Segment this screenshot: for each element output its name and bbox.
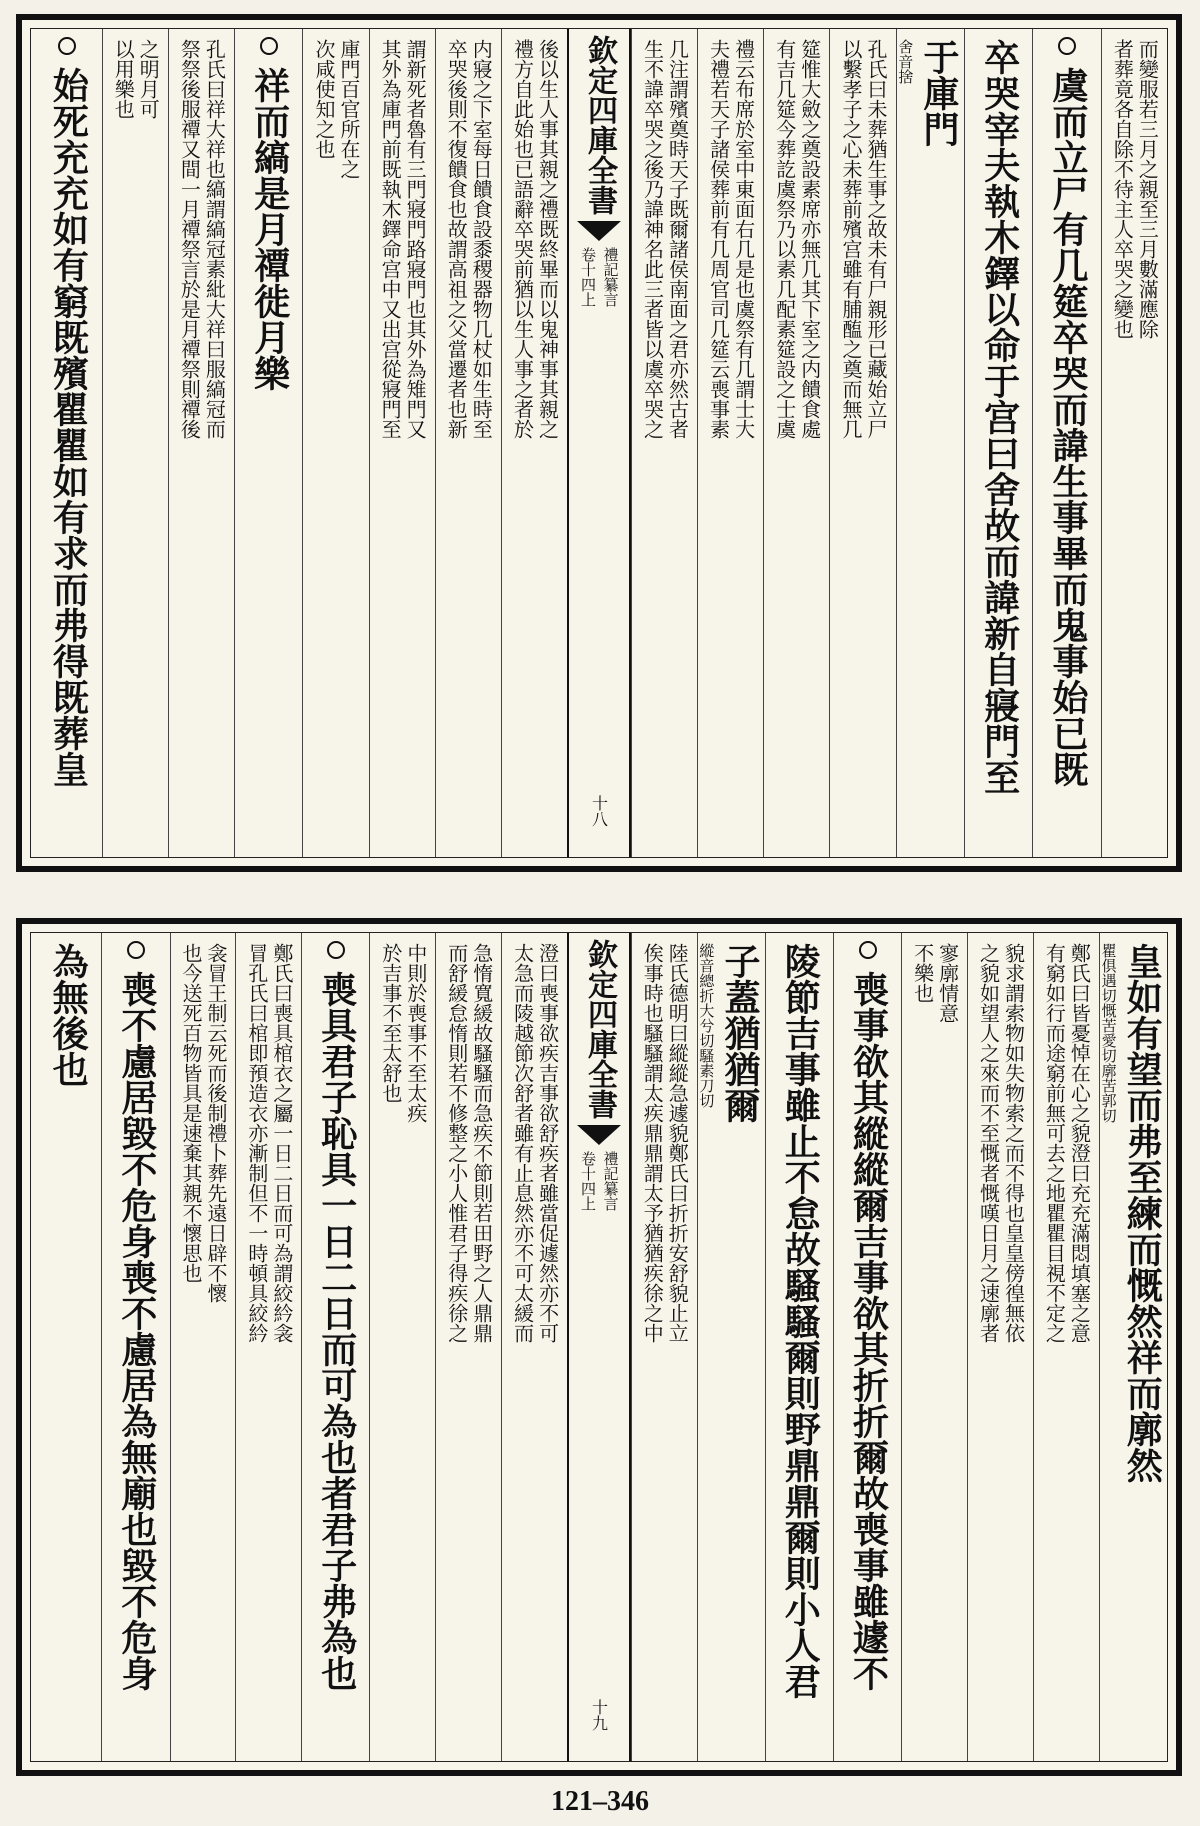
commentary-line: 卒哭後則不復饋食也故謂高祖之父當遷者也新 xyxy=(444,39,469,439)
commentary-line: 太急而陵越節次舒者雖有止息然亦不可太緩而 xyxy=(510,943,535,1343)
upper-page-frame xyxy=(16,14,1182,872)
commentary-line: 貌求謂索物如失物索之而不得也皇皇傍徨無依 xyxy=(1001,943,1026,1343)
commentary-line: 筵惟大斂之奠設素席亦無几其下室之内饋食處 xyxy=(797,39,822,439)
commentary-line: 孔氏曰祥大祥也縞謂縞冠素紕大祥曰服縞冠而 xyxy=(202,39,227,439)
commentary-column xyxy=(501,933,567,1761)
commentary-line: 几注謂殯奠時天子既爾諸侯南面之君亦然古者 xyxy=(665,39,690,439)
commentary-line: 以繫孝子之心未葬前殯宫雖有脯醢之奠而無几 xyxy=(838,39,863,439)
upper-page-columns xyxy=(30,28,1168,858)
circle-mark-icon xyxy=(58,37,76,55)
main-text-column xyxy=(765,933,833,1761)
book-title: 欽定四庫全書 xyxy=(581,35,617,215)
commentary-column xyxy=(901,933,967,1761)
commentary-line: 禮云布席於室中東面右几是也虞祭有几謂士大 xyxy=(731,39,756,439)
circle-mark-icon xyxy=(1058,37,1076,55)
commentary-line: 庫門百官所在之 xyxy=(336,39,361,179)
commentary-line: 有窮如行而途窮前無可去之地瞿瞿目視不定之 xyxy=(1042,943,1067,1343)
main-text: 為無後也 xyxy=(47,943,90,1087)
circle-mark-icon xyxy=(127,941,145,959)
main-text-column xyxy=(697,933,765,1761)
circle-mark-icon xyxy=(327,941,345,959)
commentary-line: 衾冒王制云死而後制禮卜葬先遠日辟不懷 xyxy=(203,943,228,1303)
commentary-line: 急惰寬緩故騷騷而急疾不節則若田野之人鼎鼎 xyxy=(469,943,494,1343)
commentary-column xyxy=(369,29,435,857)
fishtail-mark-icon xyxy=(577,1125,621,1145)
main-text: 始死充充如有窮既殯瞿瞿如有求而弗得既葬皇 xyxy=(47,67,90,787)
commentary-column xyxy=(168,29,234,857)
commentary-column xyxy=(435,29,501,857)
page-number: 121–346 xyxy=(551,1786,649,1817)
commentary-line: 鄭氏曰喪具棺衣之屬一日二日而可為謂絞紟衾 xyxy=(269,943,294,1343)
main-text-column xyxy=(1099,933,1167,1761)
fishtail-mark-icon xyxy=(577,221,621,241)
main-text: 于庫門 xyxy=(918,39,961,147)
main-text: 卒哭宰夫執木鐸以命于宫曰舍故而諱新自寢門至 xyxy=(978,39,1021,795)
commentary-column xyxy=(829,29,895,857)
main-text-column xyxy=(896,29,964,857)
book-name: 禮記纂言 xyxy=(601,247,620,307)
pronunciation-note: 縱音總折大兮切騷素刀切 xyxy=(697,943,716,1108)
commentary-line: 祭祭後服禫又間一月禫祭言於是月禫祭則禫後 xyxy=(177,39,202,439)
main-text-column xyxy=(964,29,1032,857)
commentary-column xyxy=(631,933,697,1761)
commentary-column xyxy=(697,29,763,857)
main-text: 陵節吉事雖止不怠故騷騷爾則野鼎鼎爾則小人君 xyxy=(779,943,822,1699)
pronunciation-note: 舍音捨 xyxy=(896,39,915,84)
commentary-line: 之貌如望人之來而不至慨者慨嘆日月之速廓者 xyxy=(976,943,1001,1343)
commentary-line: 澄曰喪事欲疾吉事欲舒疾者雖當促遽然亦不可 xyxy=(535,943,560,1343)
commentary-line: 寥廓情意 xyxy=(935,943,960,1023)
lower-page-columns xyxy=(30,932,1168,1762)
main-text: 喪具君子恥具一日二日而可為也者君子弗為也 xyxy=(315,971,358,1691)
main-text: 虞而立尸有几筵卒哭而諱生事畢而鬼事始已既 xyxy=(1047,67,1090,787)
commentary-line: 而舒緩怠惰則若不修整之小人惟君子得疾徐之 xyxy=(444,943,469,1343)
circle-mark-icon xyxy=(260,37,278,55)
commentary-line: 而變服若三月之親至三月數滿應除 xyxy=(1135,39,1160,339)
main-text: 喪不慮居毀不危身喪不慮居為無廟也毀不危身 xyxy=(115,971,158,1691)
volume-number: 卷十四上 xyxy=(578,1151,597,1211)
commentary-line: 冒孔氏曰棺即預造衣亦漸制但不一時頓具絞紟 xyxy=(244,943,269,1343)
commentary-line: 有吉几筵今葬訖虞祭乃以素几配素筵設之士虞 xyxy=(772,39,797,439)
commentary-column xyxy=(763,29,829,857)
commentary-line: 也今送死百物皆具是速棄其親不懷思也 xyxy=(178,943,203,1283)
volume-number: 卷十四上 xyxy=(578,247,597,307)
commentary-column xyxy=(501,29,567,857)
commentary-line: 鄭氏曰皆憂悼在心之貌澄曰充充滿悶填塞之意 xyxy=(1067,943,1092,1343)
center-column xyxy=(567,933,631,1761)
folio-number: 十八 xyxy=(589,795,609,827)
book-title: 欽定四庫全書 xyxy=(581,939,617,1119)
main-text: 子蓋猶猶爾 xyxy=(719,943,761,1123)
main-text-column xyxy=(301,933,369,1761)
main-text-column xyxy=(33,29,101,857)
main-text-column xyxy=(234,29,302,857)
commentary-column xyxy=(1101,29,1167,857)
commentary-line: 禮方自此始也已語辭卒哭前猶以生人事之者於 xyxy=(510,39,535,439)
main-text-column xyxy=(833,933,901,1761)
commentary-line: 次咸使知之也 xyxy=(311,39,336,159)
commentary-column xyxy=(302,29,368,857)
commentary-line: 生不諱卒哭之後乃諱神名此三者皆以虞卒哭之 xyxy=(640,39,665,439)
commentary-line: 以用樂也 xyxy=(111,39,136,119)
commentary-line: 後以生人事其親之禮既終畢而以鬼神事其親之 xyxy=(535,39,560,439)
commentary-line: 内寢之下室每日饋食設黍稷器物几杖如生時至 xyxy=(469,39,494,439)
commentary-column xyxy=(435,933,501,1761)
commentary-line: 者葬竟各自除不待主人卒哭之變也 xyxy=(1110,39,1135,339)
book-name: 禮記纂言 xyxy=(601,1151,620,1211)
main-text-column xyxy=(33,933,101,1761)
circle-mark-icon xyxy=(859,941,877,959)
center-column xyxy=(567,29,631,857)
commentary-column xyxy=(1033,933,1099,1761)
main-text-column xyxy=(101,933,169,1761)
main-text: 皇如有望而弗至練而慨然祥而廓然 xyxy=(1121,943,1164,1483)
folio-number: 十九 xyxy=(589,1699,609,1731)
commentary-column xyxy=(631,29,697,857)
pronunciation-note: 瞿俱遇切慨苦愛切廓苦郭切 xyxy=(1099,943,1118,1123)
commentary-column xyxy=(235,933,301,1761)
commentary-line: 謂新死者魯有三門寢門路寢門也其外為雉門又 xyxy=(403,39,428,439)
commentary-line: 其外為庫門前既執木鐸命宫中又出宫從寢門至 xyxy=(378,39,403,439)
commentary-column xyxy=(967,933,1033,1761)
commentary-column xyxy=(170,933,236,1761)
commentary-line: 之明月可 xyxy=(136,39,161,119)
commentary-line: 不樂也 xyxy=(910,943,935,1003)
commentary-line: 俟事時也騷騷謂太疾鼎鼎謂太予猶猶疾徐之中 xyxy=(640,943,665,1343)
commentary-line: 陸氏德明曰縱縱急遽貌鄭氏曰折折安舒貌止立 xyxy=(665,943,690,1343)
commentary-column xyxy=(369,933,435,1761)
main-text: 喪事欲其縱縱爾吉事欲其折折爾故喪事雖遽不 xyxy=(847,971,890,1691)
lower-page-frame xyxy=(16,918,1182,1776)
commentary-line: 孔氏曰未葬猶生事之故未有尸親形已藏始立尸 xyxy=(863,39,888,439)
main-text-column xyxy=(1032,29,1100,857)
commentary-line: 夫禮若天子諸侯葬前有几周官司几筵云喪事素 xyxy=(706,39,731,439)
commentary-column xyxy=(102,29,168,857)
commentary-line: 於吉事不至太舒也 xyxy=(378,943,403,1103)
commentary-line: 中則於喪事不至太疾 xyxy=(403,943,428,1123)
main-text: 祥而縞是月禫徙月樂 xyxy=(248,67,291,391)
